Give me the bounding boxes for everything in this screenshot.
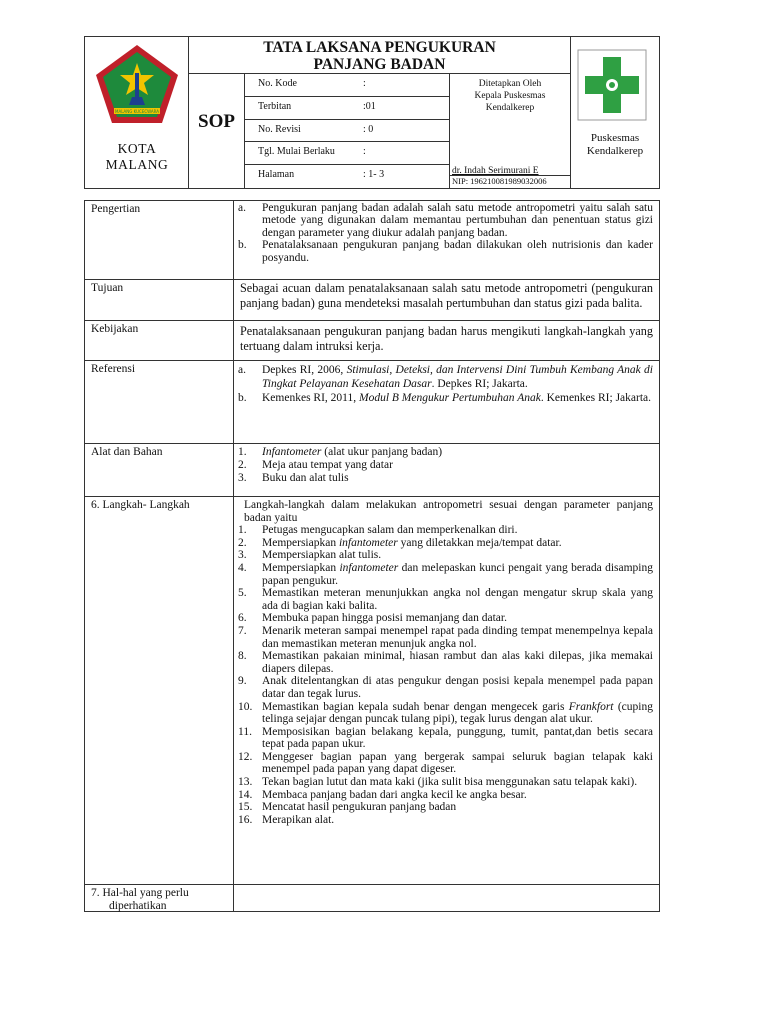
step-item: 8. Memastikan pakaian minimal, hiasan rambut dan alas kaki dilepas, jika memakai diapers dilepas. xyxy=(238,650,653,675)
label-referensi: Referensi xyxy=(85,361,234,443)
meta-row-tgl: Tgl. Mulai Berlaku : xyxy=(245,142,449,165)
city-logo-cell xyxy=(85,37,189,188)
step-item: 1. Petugas mengucapkan salam dan memperkenalkan diri. xyxy=(238,524,518,537)
step-item: 6. Membuka papan hingga posisi memanjang dan datar. xyxy=(238,612,507,625)
meta-row-terbitan: Terbitan :01 xyxy=(245,97,449,120)
reference-item: a. Depkes RI, 2006, Stimulasi, Deteksi, dan Intervensi Dini Tumbuh Kembang Anak di Tingkat Pelayanan Kesehatan Dasar. Depkes RI; Jakarta. xyxy=(238,364,653,390)
document-title: TATA LAKSANA PENGUKURAN PANJANG BADAN xyxy=(189,37,570,74)
row-pengertian xyxy=(85,201,659,280)
content-hal-hal xyxy=(234,885,659,911)
sop-header xyxy=(84,36,660,189)
step-item: 10. Memastikan bagian kepala sudah benar dengan mengecek garis Frankfort (cuping telinga sejajar dengan puncak tulang pipi), tegak lurus dengan alat ukur. xyxy=(238,700,653,726)
puskesmas-cross-icon xyxy=(577,49,647,121)
content-pengertian xyxy=(234,201,659,279)
content-tujuan: Sebagai acuan dalam penatalaksanaan salah satu metode antropometri (pengukuran panjang badan) guna mendeteksi masalah pertumbuhan dan status gizi pada balita. xyxy=(240,281,653,310)
label-kebijakan: Kebijakan xyxy=(85,321,234,360)
approval-cell xyxy=(450,74,570,188)
content-langkah xyxy=(234,497,659,884)
row-referensi xyxy=(85,361,659,444)
row-alat-bahan xyxy=(85,444,659,497)
row-tujuan xyxy=(85,280,659,321)
list-item: 2. Meja atau tempat yang datar xyxy=(238,459,393,471)
step-item: 5. Memastikan meteran menunjukkan angka nol dengan mengatur skrup skala yang ada di bagian kaki balita. xyxy=(238,587,653,612)
puskesmas-name: Puskesmas Kendalkerep xyxy=(586,132,644,157)
list-item: b. Penatalaksanaan pengukuran panjang badan dilakukan oleh nutrisionis dan kader posyandu. xyxy=(238,239,653,264)
langkah-intro: Langkah-langkah dalam melakukan antropometri sesuai dengan parameter panjang badan yaitu xyxy=(244,499,653,524)
step-item: 2. Mempersiapkan infantometer yang diletakkan meja/tempat datar. xyxy=(238,536,562,549)
row-langkah xyxy=(85,497,659,885)
list-item: 3. Buku dan alat tulis xyxy=(238,472,349,484)
content-alat-bahan xyxy=(234,444,659,496)
sop-label: SOP xyxy=(189,74,245,188)
approval-text: Ditetapkan Oleh Kepala Puskesmas Kendalkerep xyxy=(474,79,546,113)
row-kebijakan xyxy=(85,321,659,361)
step-item: 16. Merapikan alat. xyxy=(238,813,335,826)
emblem-banner-text: MALANG KUCECWARA xyxy=(115,109,159,114)
label-alat-bahan: Alat dan Bahan xyxy=(85,444,234,496)
step-item: 13. Tekan bagian lutut dan mata kaki (jika sulit bisa menggunakan satu telapak kaki). xyxy=(238,776,638,789)
meta-row-halaman: Halaman : 1- 3 xyxy=(258,169,385,181)
step-item: 4. Mempersiapkan infantometer dan melepaskan kunci pengait yang berada disamping papan pengukur. xyxy=(238,561,653,587)
row-hal-hal xyxy=(85,885,659,911)
signer-nip: NIP: 196210081989032006 xyxy=(450,175,570,188)
document-meta-table xyxy=(245,74,450,188)
step-item: 14. Membaca panjang badan dari angka kecil ke angka besar. xyxy=(238,788,527,801)
meta-row-revisi: No. Revisi : 0 xyxy=(245,120,449,143)
step-item: 15. Mencatat hasil pengukuran panjang badan xyxy=(238,801,457,814)
list-item: 1. Infantometer (alat ukur panjang badan) xyxy=(238,446,443,458)
signer-name: dr. Indah Serimurani E xyxy=(452,166,539,176)
content-kebijakan: Penatalaksanaan pengukuran panjang badan harus mengikuti langkah-langkah yang tertuang dalam intruksi kerja. xyxy=(240,324,653,353)
label-tujuan: Tujuan xyxy=(85,280,234,320)
steps-list xyxy=(238,524,653,826)
label-hal-hal: 7. Hal-hal yang perlu diperhatikan xyxy=(85,885,234,911)
meta-row-kode: No. Kode : xyxy=(245,74,449,97)
reference-item: b. Kemenkes RI, 2011, Modul B Mengukur Pertumbuhan Anak. Kemenkes RI; Jakarta. xyxy=(238,392,652,404)
step-item: 11. Memposisikan bagian belakang kepala, punggung, tumit, pantat,dan betis secara tepat pada papan ukur. xyxy=(238,725,653,751)
label-pengertian: Pengertian xyxy=(85,201,234,279)
kota-malang-emblem-icon xyxy=(94,43,180,125)
list-item: a. Pengukuran panjang badan adalah salah satu metode antropometri yaitu salah satu metode yang digunakan dalam memantau pertumbuhan dan penentuan status gizi dengan parameter yang diukur adalah panjang badan. xyxy=(238,202,653,239)
label-langkah: 6. Langkah- Langkah xyxy=(85,497,234,884)
content-referensi xyxy=(234,361,659,443)
step-item: 7. Menarik meteran sampai menempel rapat pada dinding tempat menempelnya kepala dan memastikan meteran menunjuk angka nol. xyxy=(238,624,653,650)
step-item: 9. Anak ditelentangkan di atas pengukur dengan posisi kepala menempel pada papan datar dan tegak lurus. xyxy=(238,675,653,700)
city-name: KOTA MALANG xyxy=(105,141,169,172)
sop-content-table xyxy=(84,200,660,912)
step-item: 3. Mempersiapkan alat tulis. xyxy=(238,549,382,562)
puskesmas-logo-cell xyxy=(570,37,659,188)
step-item: 12. Menggeser bagian papan yang bergerak sampai seluruk bagian telapak kaki menempel pada papan yang dapat digeser. xyxy=(238,750,653,776)
